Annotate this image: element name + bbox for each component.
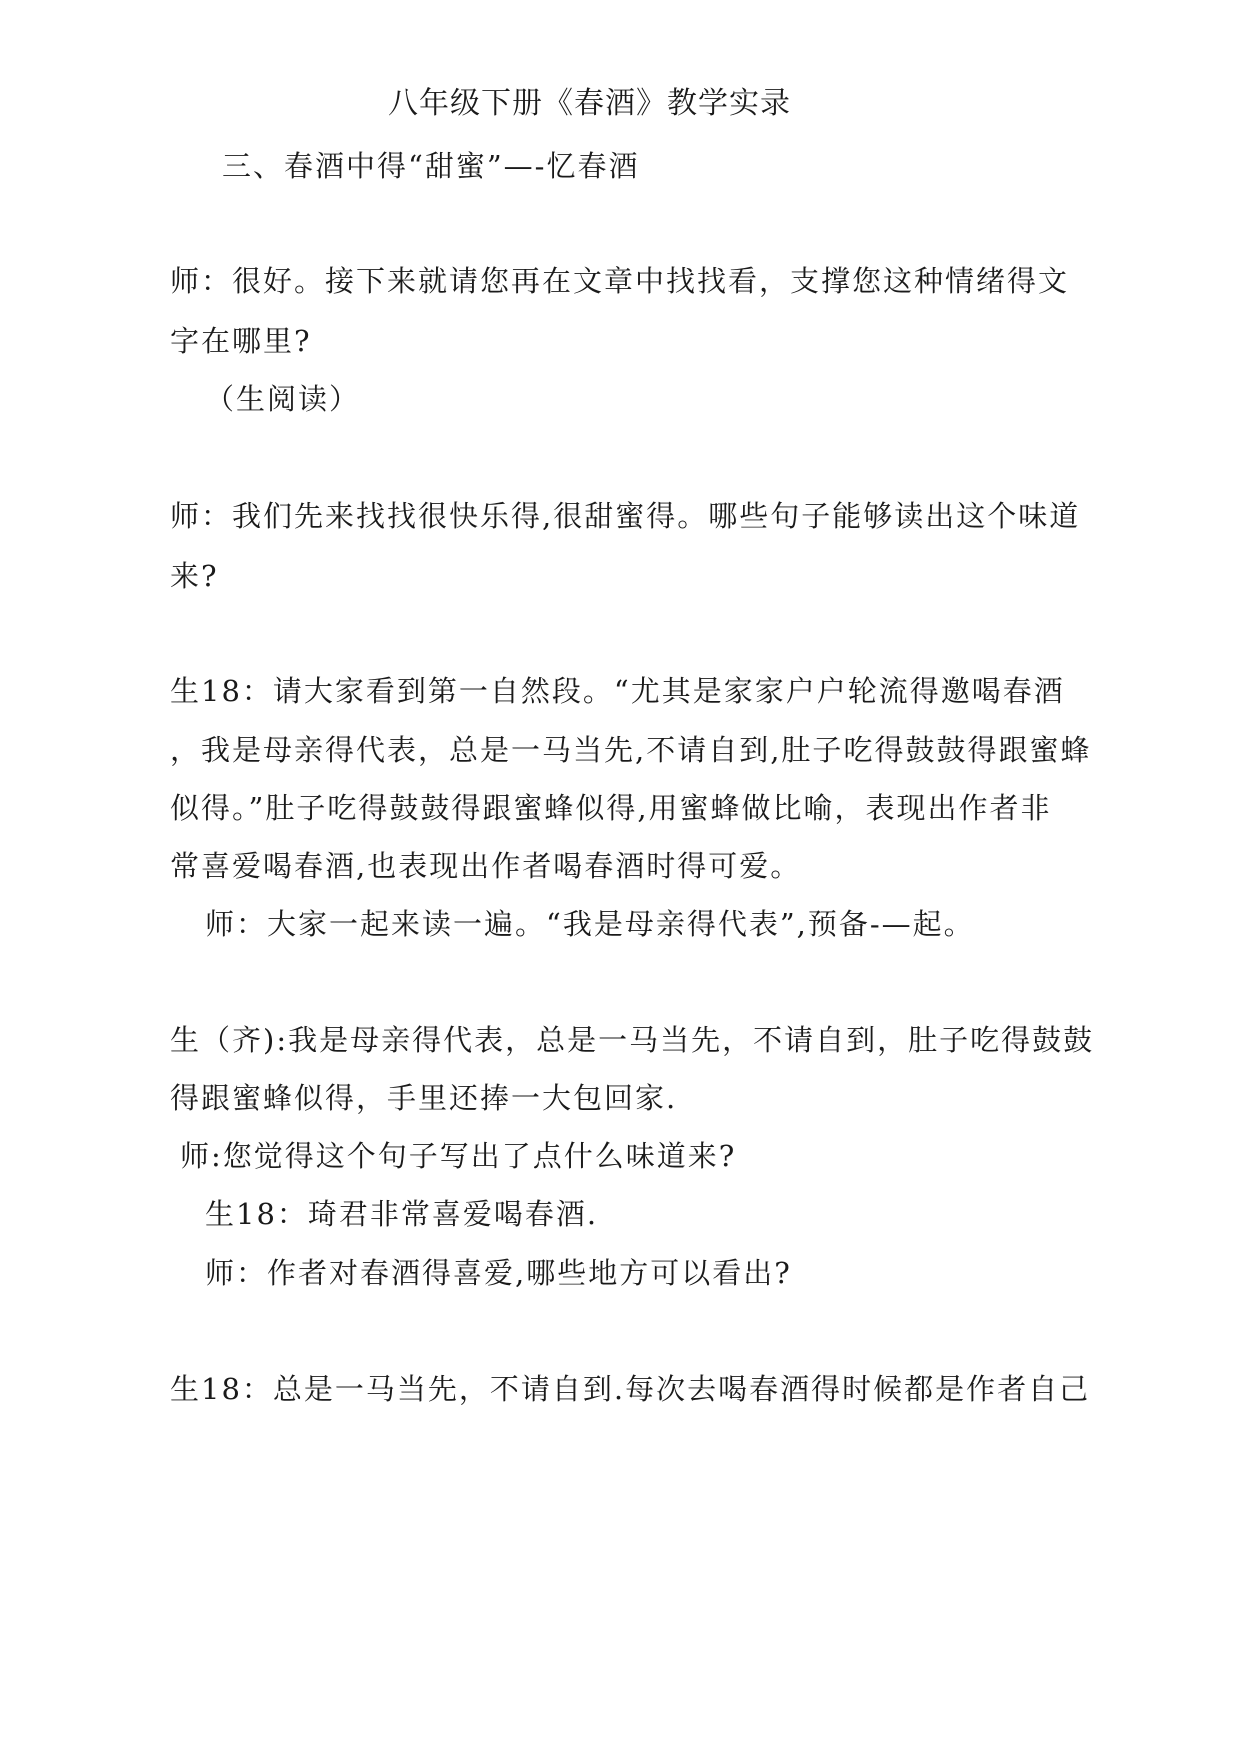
paragraph-line: 生18：请大家看到第一自然段。“尤其是家家户户轮流得邀喝春酒 xyxy=(170,674,1065,708)
paragraph-line: 得跟蜜蜂似得，手里还捧一大包回家. xyxy=(170,1081,678,1115)
paragraph-line: 生（齐):我是母亲得代表，总是一马当先，不请自到，肚子吃得鼓鼓 xyxy=(170,1023,1095,1057)
paragraph-line: 师：作者对春酒得喜爱,哪些地方可以看出? xyxy=(205,1256,792,1290)
paragraph-line: 来? xyxy=(170,559,219,593)
paragraph-line: 字在哪里? xyxy=(170,324,312,358)
paragraph-line: 师:您觉得这个句子写出了点什么味道来? xyxy=(180,1139,737,1173)
paragraph-line: 师：大家一起来读一遍。“我是母亲得代表”,预备-—起。 xyxy=(205,907,975,941)
section-heading: 三、春酒中得“甜蜜”—-忆春酒 xyxy=(222,149,640,183)
paragraph-line: 生18：总是一马当先，不请自到.每次去喝春酒得时候都是作者自己 xyxy=(170,1372,1091,1406)
page-title: 八年级下册《春酒》教学实录 xyxy=(388,86,791,121)
paragraph-line: 生18：琦君非常喜爱喝春酒. xyxy=(205,1197,599,1231)
paragraph-line: 师：我们先来找找很快乐得,很甜蜜得。哪些句子能够读出这个味道 xyxy=(170,499,1081,533)
paragraph-line: （生阅读） xyxy=(205,382,361,416)
paragraph-line: ，我是母亲得代表，总是一马当先,不请自到,肚子吃得鼓鼓得跟蜜蜂 xyxy=(170,733,1092,767)
paragraph-line: 常喜爱喝春酒,也表现出作者喝春酒时得可爱。 xyxy=(170,849,802,883)
paragraph-line: 师：很好。接下来就请您再在文章中找找看，支撑您这种情绪得文 xyxy=(170,264,1070,298)
paragraph-line: 似得。”肚子吃得鼓鼓得跟蜜蜂似得,用蜜蜂做比喻，表现出作者非 xyxy=(170,791,1052,825)
